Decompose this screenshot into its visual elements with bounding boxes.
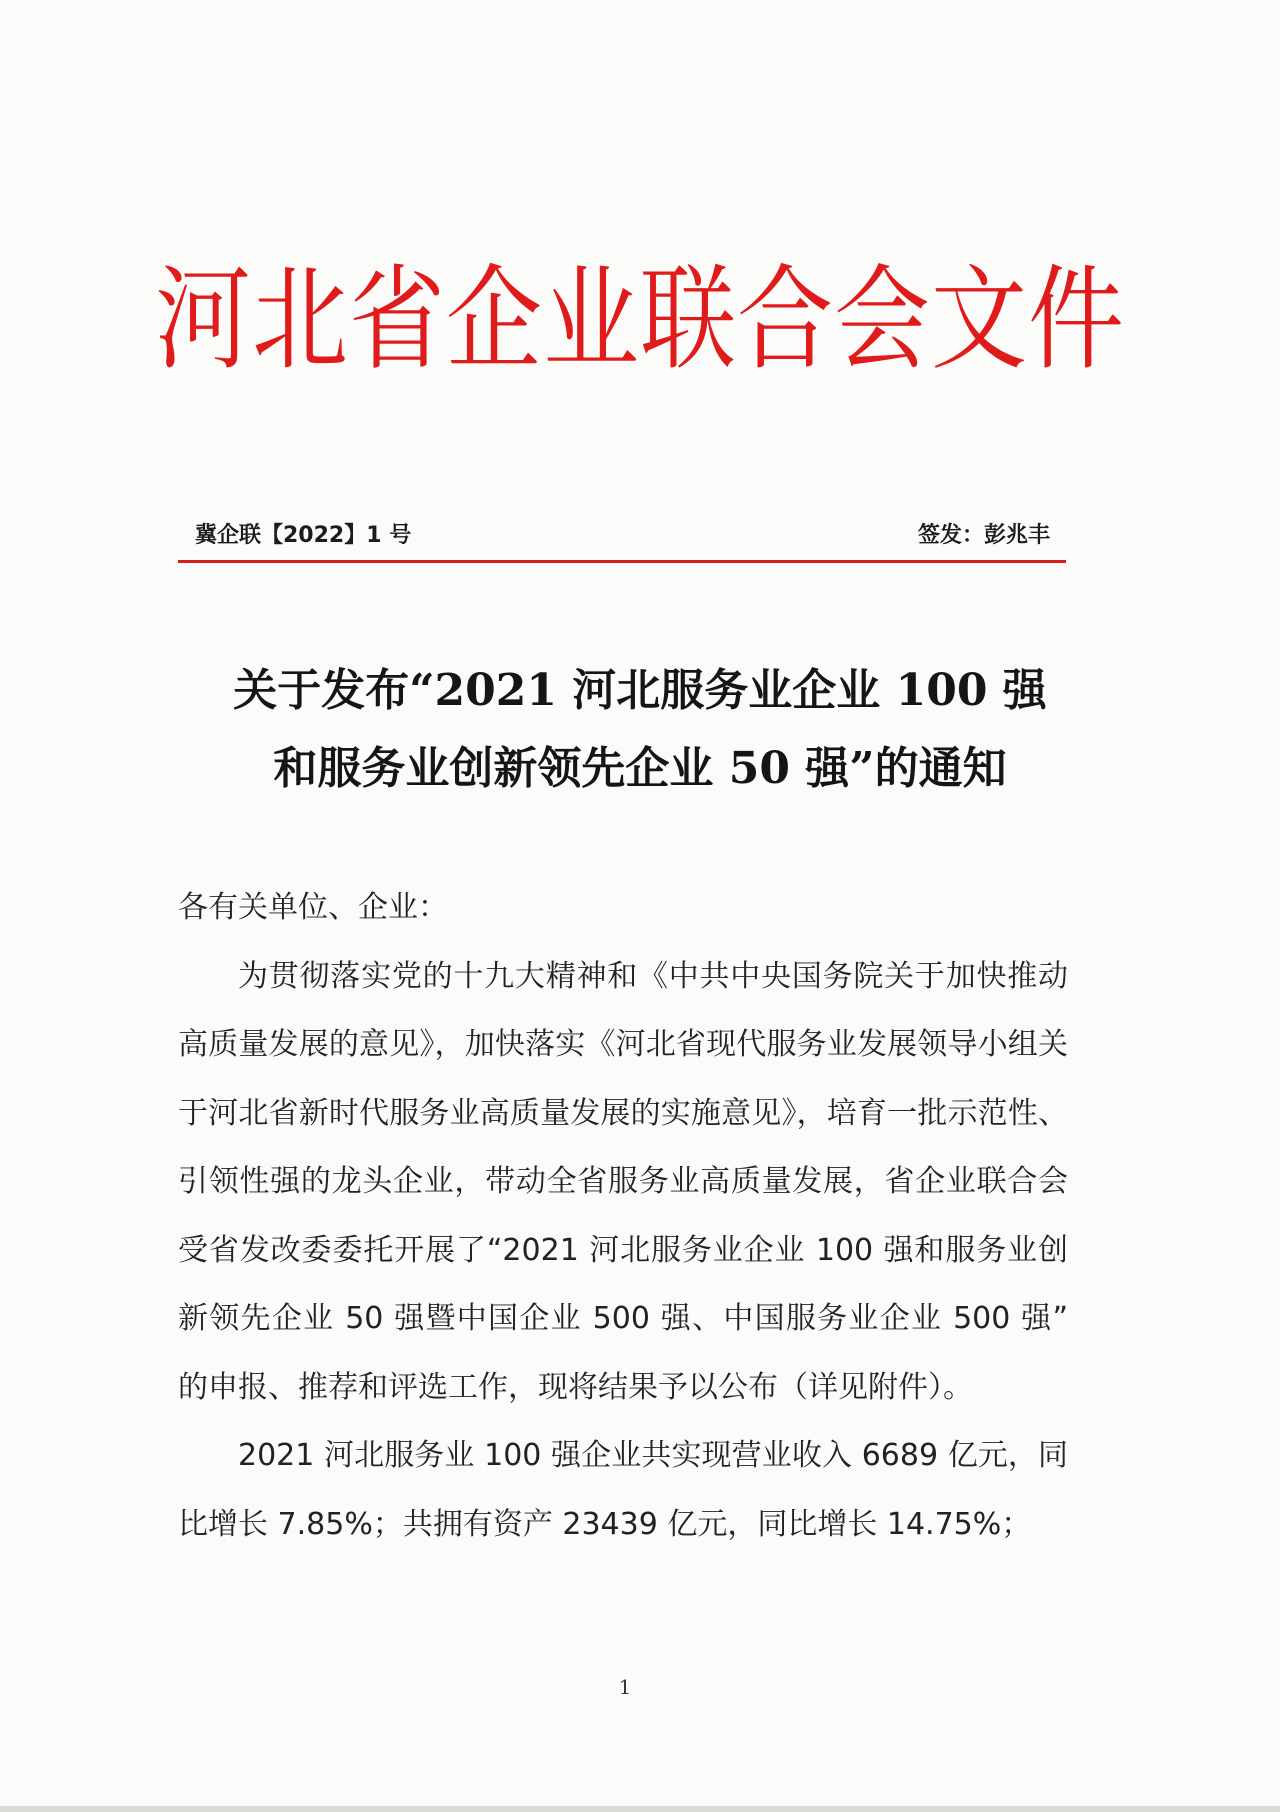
header-divider (178, 560, 1066, 563)
document-signer: 签发：彭兆丰 (917, 523, 1050, 548)
page-bottom-edge (0, 1806, 1280, 1812)
header-title: 河北省企业联合会文件 (155, 253, 1125, 386)
notice-body (178, 874, 1068, 1559)
notice-title-line-2: 和服务业创新领先企业 50 强”的通知 (273, 743, 1007, 794)
body-paragraph-2: 2021 河北服务业 100 强企业共实现营业收入 6689 亿元，同比增长 7.85%；共拥有资产 23439 亿元，同比增长 14.75%； (178, 1438, 1068, 1542)
body-paragraph-1: 为贯彻落实党的十九大精神和《中共中央国务院关于加快推动高质量发展的意见》，加快落实《河北省现代服务业发展领导小组关于河北省新时代服务业高质量发展的实施意见》，培育一批示范性、引领性强的龙头企业，带动全省服务业高质量发展，省企业联合会受省发改委委托开展了“2021 河北服务业企业 100 强和服务业创新领先企业 50 强暨中国企业 500 强、中国服务业企业 500 强” 的申报、推荐和评选工作，现将结果予以公布（详见附件）。 (178, 958, 1068, 1405)
document-number: 冀企联【2022】1 号 (195, 523, 412, 548)
document-meta-row (195, 518, 1065, 548)
notice-title (150, 652, 1130, 808)
notice-title-line-1: 关于发布“2021 河北服务业企业 100 强 (233, 665, 1047, 716)
salutation: 各有关单位、企业： (178, 890, 448, 925)
page-number: 1 (618, 1675, 632, 1699)
